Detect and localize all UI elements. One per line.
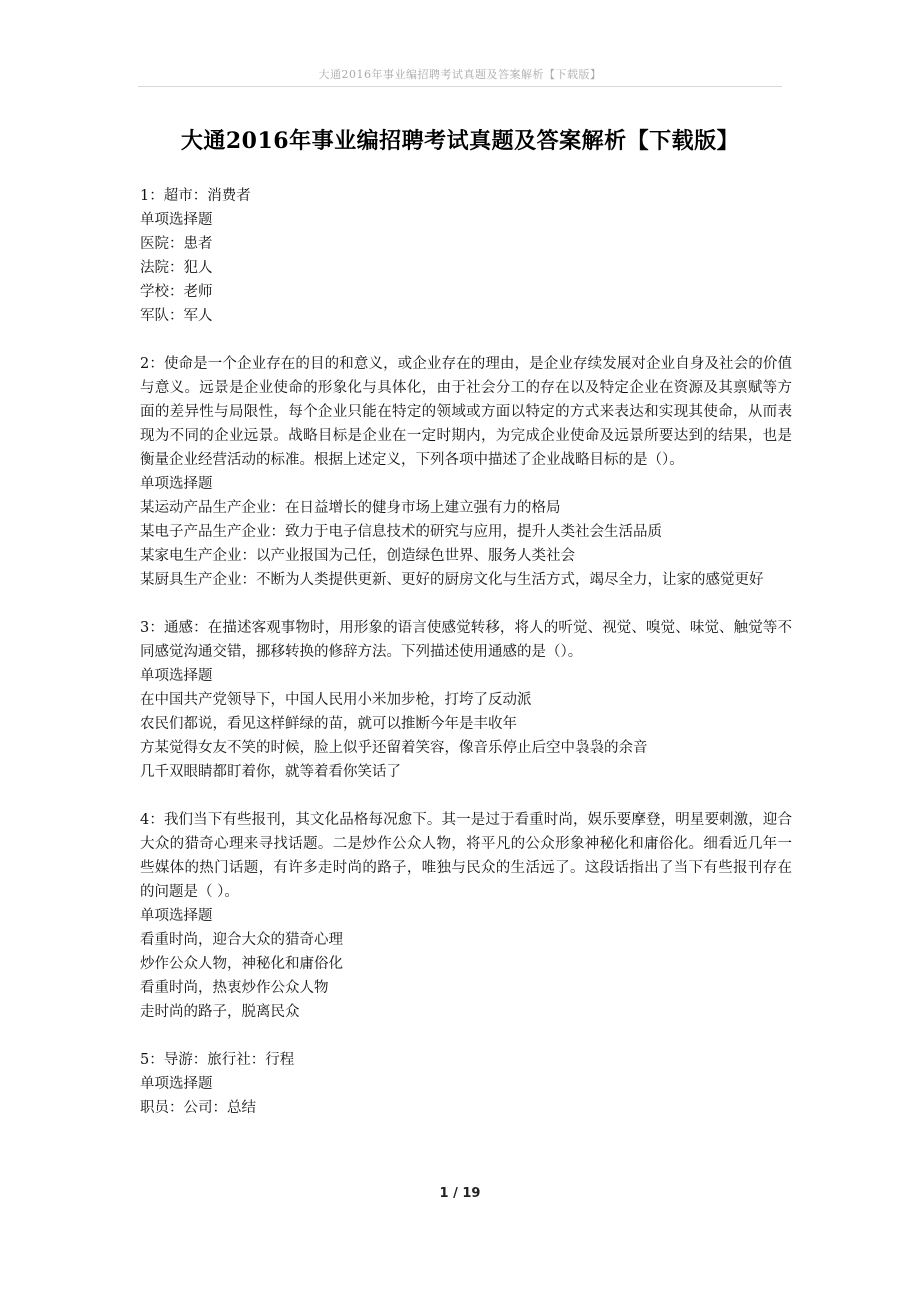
question-type: 单项选择题 [140, 908, 213, 924]
question-list [140, 184, 792, 1144]
question-type: 单项选择题 [140, 476, 213, 492]
option: 医院：患者 [140, 236, 213, 252]
option: 法院：犯人 [140, 260, 213, 276]
page-number: 1 / 19 [439, 1186, 481, 1201]
question-1 [140, 184, 792, 328]
option: 方某觉得女友不笑的时候，脸上似乎还留着笑容，像音乐停止后空中袅袅的余音 [140, 740, 648, 756]
question-stem: 5：导游：旅行社：行程 [140, 1052, 295, 1068]
question-4 [140, 808, 792, 1024]
option: 炒作公众人物，神秘化和庸俗化 [140, 956, 343, 972]
option: 学校：老师 [140, 284, 213, 300]
option: 几千双眼睛都盯着你，就等着看你笑话了 [140, 764, 401, 780]
option: 在中国共产党领导下，中国人民用小米加步枪，打垮了反动派 [140, 692, 532, 708]
question-3 [140, 616, 792, 784]
question-2 [140, 352, 792, 592]
option: 某家电生产企业：以产业报国为己任，创造绿色世界、服务人类社会 [140, 548, 575, 564]
document-title: 大通2016年事业编招聘考试真题及答案解析【下载版】 [180, 128, 740, 154]
question-type: 单项选择题 [140, 668, 213, 684]
question-stem: 3：通感：在描述客观事物时，用形象的语言使感觉转移，将人的听觉、视觉、嗅觉、味觉、触觉等不同感觉沟通交错，挪移转换的修辞方法。下列描述使用通感的是（）。 [140, 620, 792, 660]
question-type: 单项选择题 [140, 1076, 213, 1092]
question-stem: 4：我们当下有些报刊，其文化品格每况愈下。其一是过于看重时尚，娱乐要摩登，明星要刺激，迎合大众的猎奇心理来寻找话题。二是炒作公众人物，将平凡的公众形象神秘化和庸俗化。细看近几年一些媒体的热门话题，有许多走时尚的路子，唯独与民众的生活远了。这段话指出了当下有些报刊存在的问题是（ ）。 [140, 812, 792, 900]
question-stem: 2：使命是一个企业存在的目的和意义，或企业存在的理由，是企业存续发展对企业自身及社会的价值与意义。远景是企业使命的形象化与具体化，由于社会分工的存在以及特定企业在资源及其禀赋等方面的差异性与局限性，每个企业只能在特定的领域或方面以特定的方式来表达和实现其使命，从而表现为不同的企业远景。战略目标是企业在一定时期内，为完成企业使命及远景所要达到的结果，也是衡量企业经营活动的标准。根据上述定义，下列各项中描述了企业战略目标的是（）。 [140, 356, 792, 468]
option: 走时尚的路子，脱离民众 [140, 1004, 300, 1020]
question-5 [140, 1048, 792, 1120]
question-stem: 1：超市：消费者 [140, 188, 251, 204]
option: 某厨具生产企业：不断为人类提供更新、更好的厨房文化与生活方式，竭尽全力，让家的感觉更好 [140, 572, 764, 588]
option: 某电子产品生产企业：致力于电子信息技术的研究与应用，提升人类社会生活品质 [140, 524, 662, 540]
option: 职员：公司：总结 [140, 1100, 256, 1116]
header-divider [138, 86, 782, 87]
option: 看重时尚，热衷炒作公众人物 [140, 980, 329, 996]
running-header: 大通2016年事业编招聘考试真题及答案解析【下载版】 [318, 68, 602, 81]
option: 农民们都说，看见这样鲜绿的苗，就可以推断今年是丰收年 [140, 716, 517, 732]
option: 某运动产品生产企业：在日益增长的健身市场上建立强有力的格局 [140, 500, 561, 516]
option: 看重时尚，迎合大众的猎奇心理 [140, 932, 343, 948]
question-type: 单项选择题 [140, 212, 213, 228]
option: 军队：军人 [140, 308, 213, 324]
